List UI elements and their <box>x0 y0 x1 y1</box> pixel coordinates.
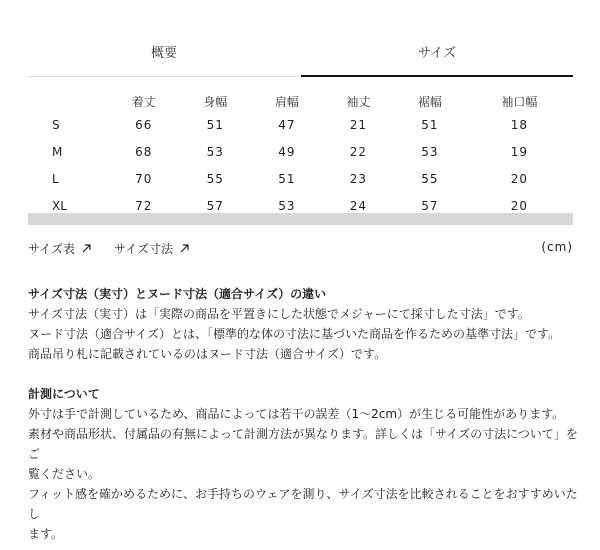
table-cell: 22 <box>349 145 367 159</box>
table-cell: 24 <box>349 199 367 213</box>
unit-label: (cm) <box>541 240 573 254</box>
notes-heading-difference: サイズ寸法（実寸）とヌード寸法（適合サイズ）の違い <box>28 287 327 301</box>
table-header-length: 着丈 <box>131 94 156 109</box>
table-header-shoulder-width: 肩幅 <box>274 94 299 109</box>
size-measure-link-label: サイズ寸法 <box>114 242 174 256</box>
table-header-sleeve-length: 袖丈 <box>346 94 371 109</box>
notes-text: 外寸は手で計測しているため、商品によっては若干の誤差（1〜2cm）が生じる可能性があります。 <box>28 407 565 421</box>
table-cell: 49 <box>278 145 296 159</box>
table-cell: 55 <box>421 172 439 186</box>
table-header-hem-width: 裾幅 <box>417 94 442 109</box>
notes-text: ます。 <box>28 527 64 541</box>
table-row <box>28 170 573 188</box>
table-cell: 51 <box>206 118 224 132</box>
table-cell: 66 <box>135 118 153 132</box>
table-cell: 53 <box>421 145 439 159</box>
external-arrow-icon <box>81 243 92 257</box>
size-links-bar <box>28 240 573 260</box>
size-chart-link[interactable] <box>28 240 92 257</box>
size-label: M <box>52 145 63 159</box>
notes-text: ヌード寸法（適合サイズ）とは、「標準的な体の寸法に基づいた商品を作るための基準寸法」です。 <box>28 327 561 341</box>
notes-text: フィット感を確かめるために、お手持ちのウェアを測り、サイズ寸法を比較されることをおすすめいたし <box>28 487 578 521</box>
table-header-row <box>28 86 573 116</box>
table-cell: 72 <box>135 199 153 213</box>
external-arrow-icon <box>179 243 190 257</box>
table-cell: 21 <box>349 118 367 132</box>
tab-bar <box>28 36 573 77</box>
size-measure-link[interactable] <box>114 240 190 257</box>
tab-size[interactable]: サイズ <box>301 36 573 76</box>
table-cell: 57 <box>206 199 224 213</box>
table-header-size <box>28 86 108 116</box>
table-cell: 51 <box>278 172 296 186</box>
table-cell: 53 <box>278 199 296 213</box>
size-label: S <box>52 118 60 132</box>
notes-text: 覧ください。 <box>28 467 101 481</box>
horizontal-scrollbar[interactable] <box>28 213 573 225</box>
size-chart-link-label: サイズ表 <box>28 242 76 256</box>
table-cell: 20 <box>510 172 528 186</box>
table-cell: 70 <box>135 172 153 186</box>
size-table <box>28 86 573 215</box>
table-cell: 51 <box>421 118 439 132</box>
notes-heading-measurement: 計測について <box>28 387 100 401</box>
table-row <box>28 143 573 161</box>
notes-text: 商品吊り札に記載されているのはヌード寸法（適合サイズ）です。 <box>28 347 387 361</box>
size-label: XL <box>52 199 67 213</box>
table-cell: 68 <box>135 145 153 159</box>
table-cell: 55 <box>206 172 224 186</box>
table-cell: 53 <box>206 145 224 159</box>
notes-text: サイズ寸法（実寸）は「実際の商品を平置きにした状態でメジャーにて採寸した寸法」です。 <box>28 307 530 321</box>
table-cell: 20 <box>510 199 528 213</box>
table-cell: 23 <box>349 172 367 186</box>
table-header-body-width: 身幅 <box>203 94 228 109</box>
table-row <box>28 116 573 134</box>
notes-text: 素材や商品形状、付属品の有無によって計測方法が異なります。詳しくは「サイズの寸法について」をご <box>28 427 578 461</box>
table-cell: 19 <box>510 145 528 159</box>
size-label: L <box>52 172 59 186</box>
table-cell: 57 <box>421 199 439 213</box>
tab-overview[interactable]: 概要 <box>150 46 177 61</box>
table-header-cuff-width: 袖口幅 <box>501 94 538 109</box>
table-cell: 18 <box>510 118 528 132</box>
table-cell: 47 <box>278 118 296 132</box>
size-notes <box>28 284 583 544</box>
